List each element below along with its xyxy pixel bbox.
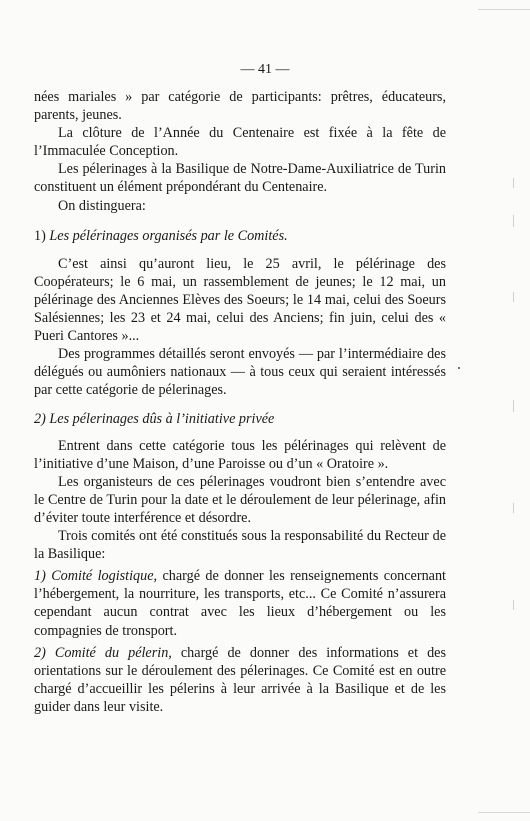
page-number: — 41 — bbox=[240, 62, 290, 77]
committee-text: chargé de donner les renseignements concernant l’hébergement, la nourriture, les transports, etc... Ce Comité n’assurera cependant aucun contrat avec les lieux d’hébergement ou les compagnies de tronsport. bbox=[34, 568, 446, 639]
paragraph: Les pélerinages à la Basilique de Notre-Dame-Auxiliatrice de Turin constituent un élément prépondérant du Centenaire. bbox=[34, 161, 446, 196]
section-number: 1) bbox=[34, 227, 46, 244]
scan-edge-mark bbox=[513, 503, 514, 513]
scan-edge-mark bbox=[513, 215, 514, 227]
paragraph: Les organisteurs de ces pélerinages voudront bien s’entendre avec le Centre de Turin pour la date et le déroulement de leur pélerinage, afin d’éviter toute interférence et désordre. bbox=[34, 473, 446, 526]
paragraph: nées mariales » par catégorie de participants: prêtres, éducateurs, parents, jeunes. bbox=[34, 89, 446, 124]
scan-edge-line bbox=[478, 812, 530, 813]
page-body bbox=[34, 88, 446, 716]
committee-item-1 bbox=[34, 567, 446, 639]
scan-edge-line bbox=[478, 9, 530, 10]
scan-edge-mark bbox=[513, 600, 514, 610]
section-title: Les pélerinages dûs à l’initiative privée bbox=[49, 410, 275, 427]
scan-edge-mark bbox=[513, 178, 514, 188]
paragraph: Entrent dans cette catégorie tous les pélérinages qui relèvent de l’initiative d’une Maison, d’une Paroisse ou d’un « Oratoire ». bbox=[34, 437, 446, 472]
paragraph: On distinguera: bbox=[58, 197, 146, 214]
section-number: 2) bbox=[34, 410, 46, 427]
scan-edge-mark bbox=[513, 292, 514, 302]
scan-edge-mark bbox=[513, 400, 514, 412]
section-title: Les pélérinages organisés par le Comités. bbox=[49, 227, 288, 244]
committee-item-2 bbox=[34, 644, 446, 716]
paragraph: La clôture de l’Année du Centenaire est fixée à la fête de l’Immaculée Conception. bbox=[34, 125, 446, 160]
committee-label: 1) Comité logistique, bbox=[34, 568, 158, 585]
paragraph: C’est ainsi qu’auront lieu, le 25 avril, le pélérinage des Coopérateurs; le 6 mai, un rassemblement de jeunes; le 12 mai, un pélérinage des Anciennes Elèves des Soeurs; le 14 mai, celui des Soeurs Salésiennes; les 23 et 24 mai, celui des Anciens; fin juin, celui des « Pueri Cantores »... bbox=[34, 255, 446, 345]
scan-dot bbox=[458, 367, 460, 369]
section-heading-1 bbox=[34, 227, 446, 245]
committee-label: 2) Comité du pélerin, bbox=[34, 644, 172, 661]
paragraph: Des programmes détaillés seront envoyés — par l’intermédiaire des délégués ou aumôniers nationaux — à tous ceux qui seraient intéressés par cette catégorie de pélerinages. bbox=[34, 346, 446, 399]
paragraph: Trois comités ont été constitués sous la responsabilité du Recteur de la Basilique: bbox=[34, 528, 446, 563]
section-heading-2 bbox=[34, 410, 446, 428]
committee-text: chargé de donner des informations et des orientations sur le déroulement des pélerinages. Ce Comité est en outre chargé d’accueillir les pélerins à leur arrivée à la Basilique et de les guider dans leur visite. bbox=[34, 644, 446, 715]
